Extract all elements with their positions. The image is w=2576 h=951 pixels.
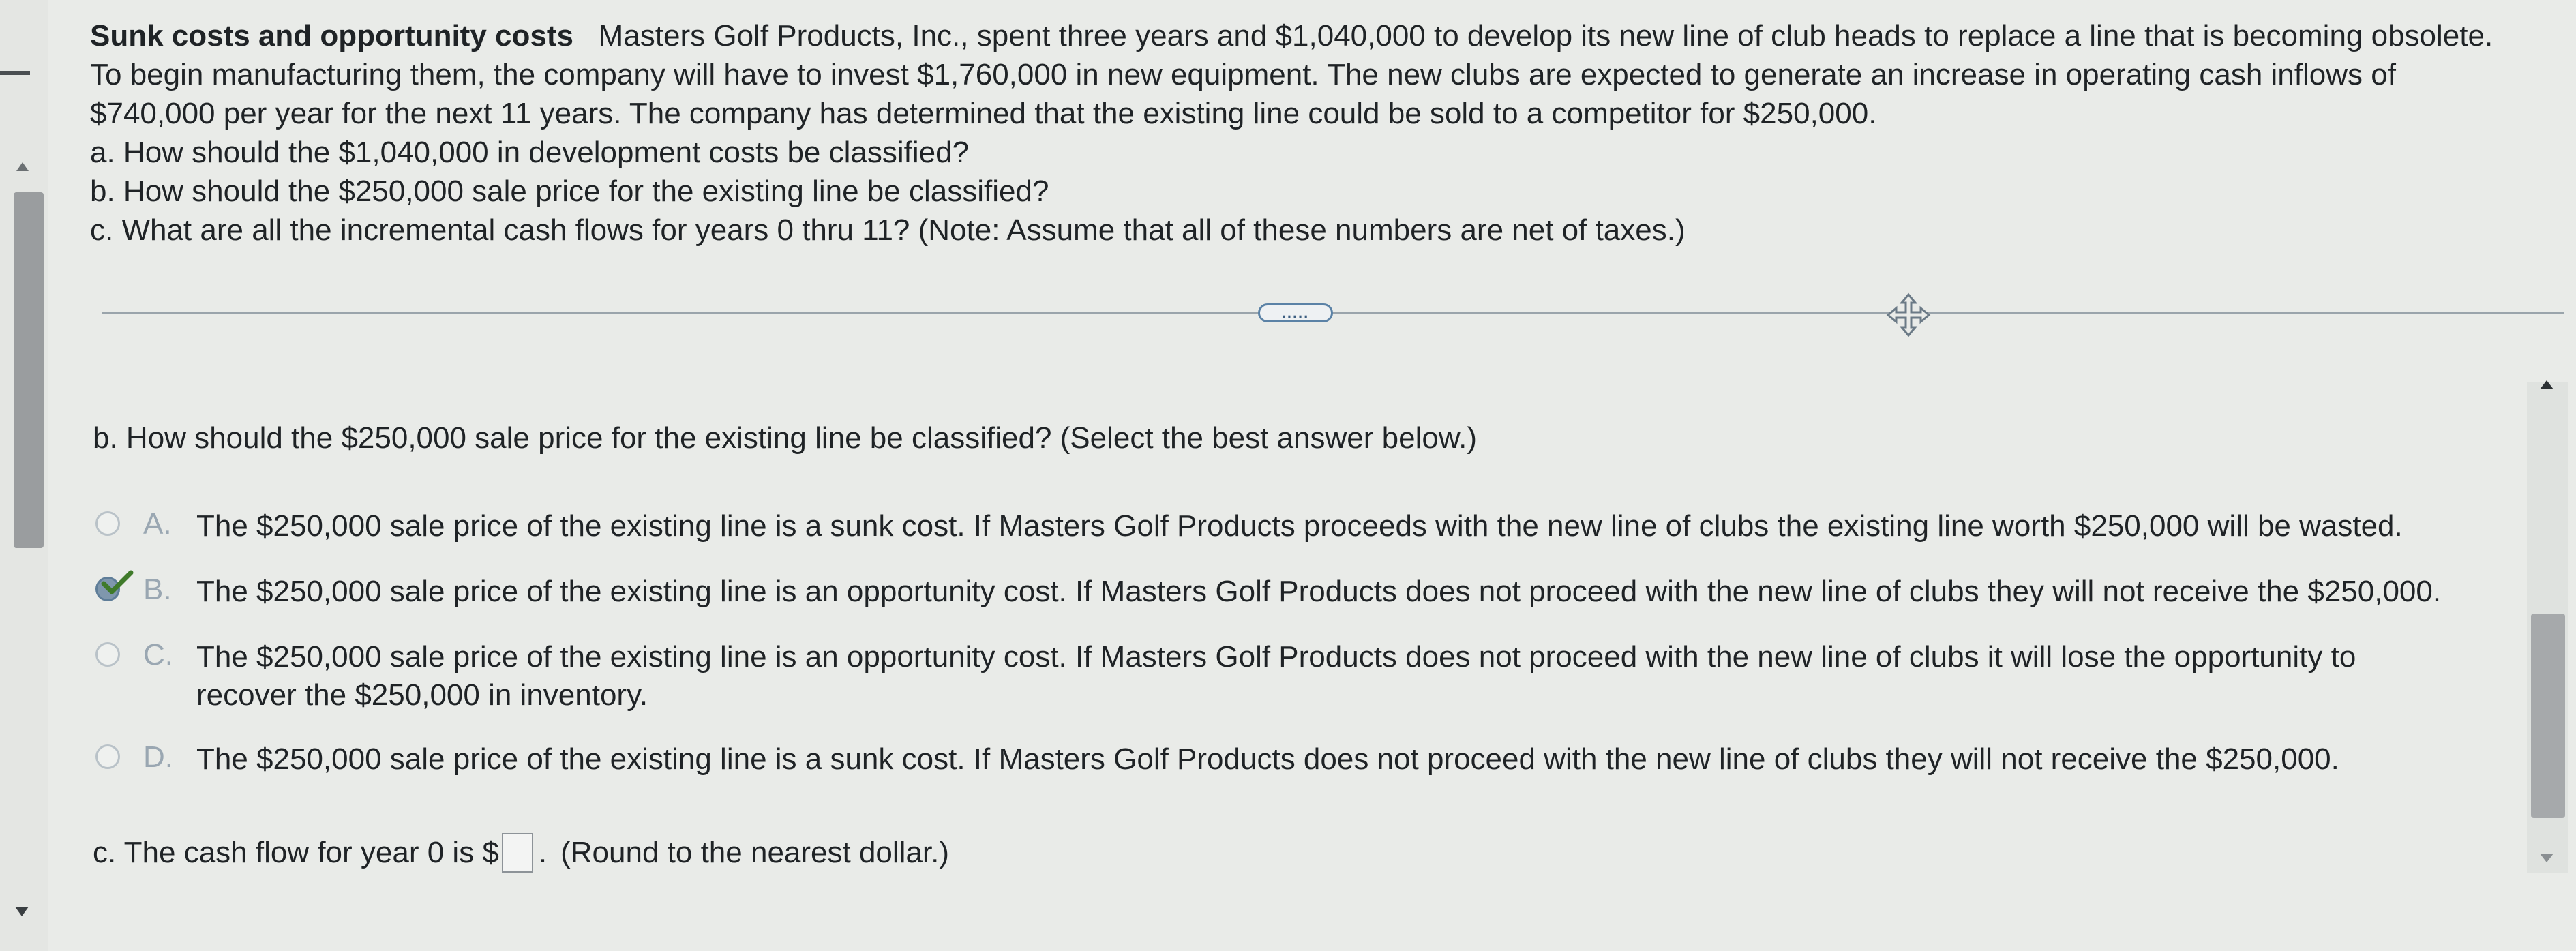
option-text-a — [196, 507, 2515, 545]
sub-question-c: c. What are all the incremental cash flows for years 0 thru 11? (Note: Assume that all of these numbers are net of taxes.) — [90, 213, 1686, 247]
question-text — [90, 16, 2558, 250]
option-letter-a: A. — [143, 507, 172, 541]
left-scrollbar-thumb[interactable] — [14, 192, 44, 548]
sub-question-a: a. How should the $1,040,000 in development costs be classified? — [90, 136, 970, 169]
part-c-row — [93, 833, 949, 873]
right-scroll-up-arrow-icon[interactable] — [2540, 380, 2553, 389]
option-c-line-1: The $250,000 sale price of the existing line is an opportunity cost. If Masters Golf Products does not proceed with the new line of clubs it will lose the opportunity to — [196, 640, 2356, 674]
move-arrows-icon[interactable] — [1885, 292, 1932, 338]
question-line-1 — [90, 16, 2558, 55]
right-scroll-down-arrow-icon[interactable] — [2540, 854, 2553, 862]
option-a-line-1: The $250,000 sale price of the existing line is a sunk cost. If Masters Golf Products proceeds with the new line of clubs the existing line worth $250,000 will be wasted. — [196, 509, 2403, 543]
question-line-2: To begin manufacturing them, the company will have to invest $1,760,000 in new equipment. The new clubs are expected to generate an increase in operating cash inflows of — [90, 58, 2396, 91]
collapse-dash-icon[interactable] — [0, 71, 30, 75]
radio-d[interactable] — [95, 744, 120, 769]
option-c-line-2: recover the $250,000 in inventory. — [196, 678, 648, 712]
scroll-up-arrow-icon[interactable] — [16, 162, 29, 171]
cash-flow-year-0-input[interactable] — [502, 833, 533, 873]
scroll-down-arrow-icon[interactable] — [15, 907, 29, 916]
option-text-c — [196, 638, 2515, 714]
option-d-line-1: The $250,000 sale price of the existing line is a sunk cost. If Masters Golf Products does not proceed with the new line of clubs they will not receive the $250,000. — [196, 742, 2339, 776]
question-line-3: $740,000 per year for the next 11 years. The company has determined that the existing line could be sold to a competitor for $250,000. — [90, 97, 1877, 130]
sub-question-b: b. How should the $250,000 sale price for the existing line be classified? — [90, 175, 1049, 208]
rounding-note: (Round to the nearest dollar.) — [560, 836, 950, 869]
checkmark-icon — [101, 570, 134, 597]
part-b-prompt: b. How should the $250,000 sale price for the existing line be classified? (Select the best answer below.) — [93, 421, 1478, 455]
question-title: Sunk costs and opportunity costs — [90, 19, 573, 52]
option-letter-d: D. — [143, 740, 173, 774]
option-letter-b: B. — [143, 573, 172, 606]
section-divider — [102, 312, 2564, 314]
option-text-d — [196, 740, 2515, 779]
radio-a[interactable] — [95, 511, 120, 536]
part-c-prefix: c. The cash flow for year 0 is $ — [93, 836, 499, 869]
expand-more-button[interactable]: ..... — [1258, 303, 1333, 322]
option-letter-c: C. — [143, 638, 173, 671]
right-scrollbar-thumb[interactable] — [2531, 614, 2565, 818]
option-b-line-1: The $250,000 sale price of the existing line is an opportunity cost. If Masters Golf Products does not proceed with the new line of clubs they will not receive the $250,000. — [196, 575, 2442, 608]
question-line-1-body: Masters Golf Products, Inc., spent three years and $1,040,000 to develop its new line of club heads to replace a line that is becoming obsolete. — [598, 19, 2493, 52]
part-c-suffix: . — [538, 836, 548, 869]
radio-c[interactable] — [95, 642, 120, 667]
option-text-b — [196, 573, 2515, 611]
